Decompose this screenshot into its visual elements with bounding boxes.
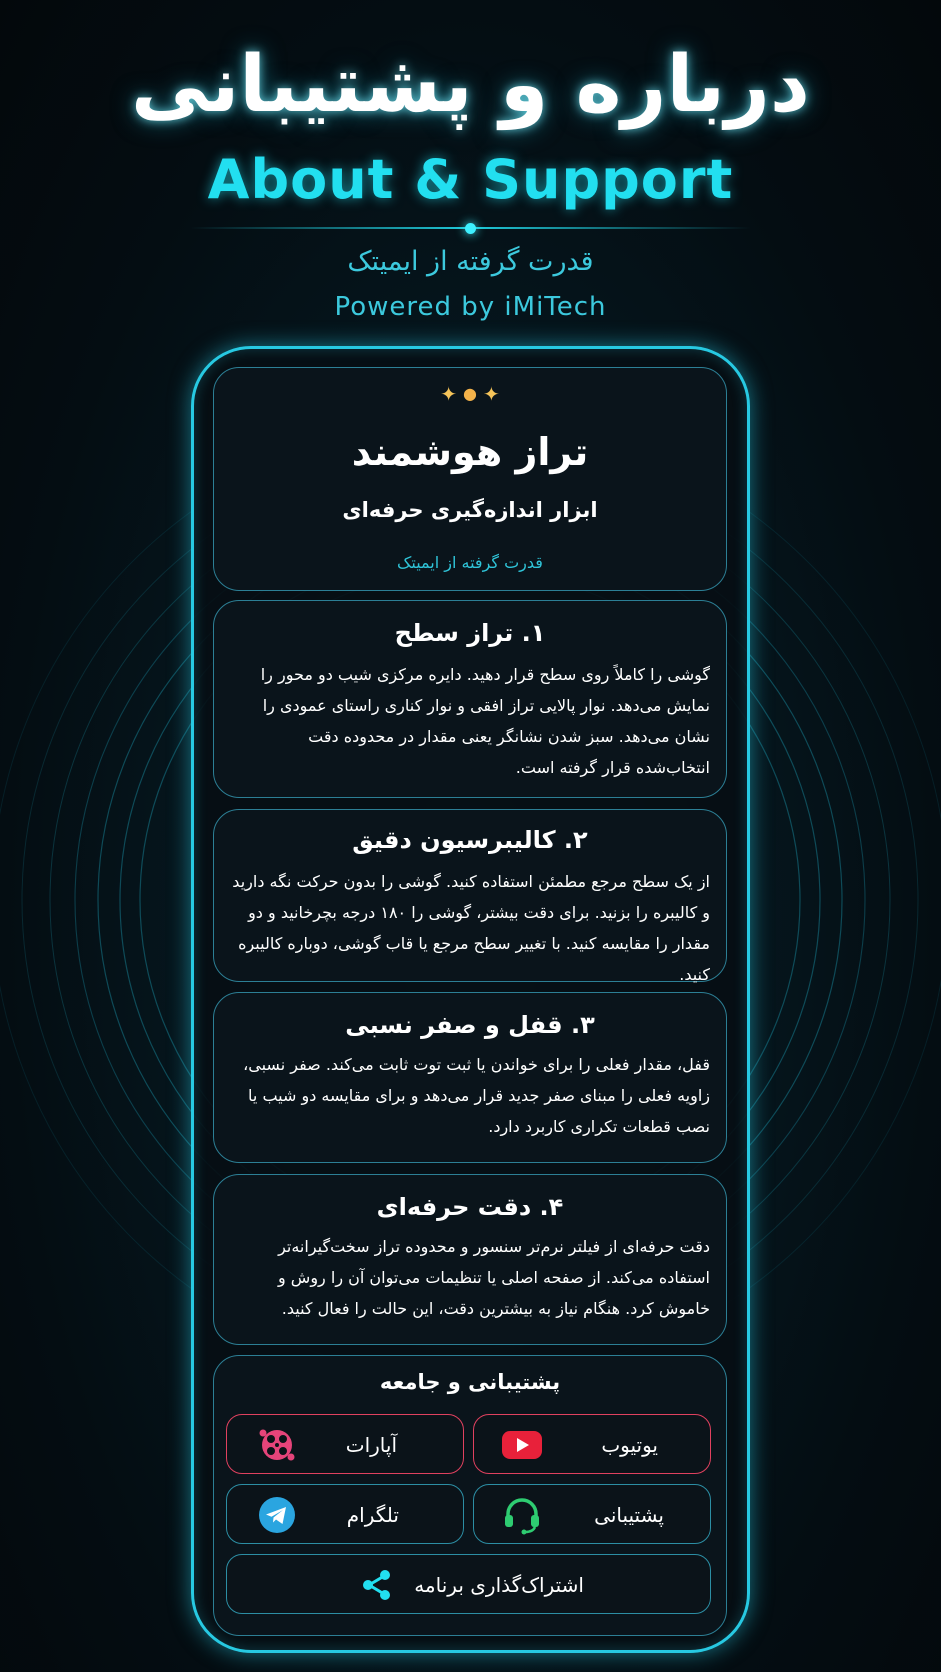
- sparkle-icon: ✦: [440, 382, 458, 406]
- support-card: [213, 1355, 727, 1636]
- section-title: ۲. کالیبرسیون دقیق: [352, 826, 588, 854]
- share-icon: [355, 1565, 399, 1605]
- aparat-label: آپارات: [345, 1433, 397, 1457]
- share-label: اشتراک‌گذاری برنامه: [414, 1573, 584, 1597]
- section-title: ۱. تراز سطح: [394, 619, 546, 647]
- intro-card: [213, 367, 727, 591]
- support-title: پشتیبانی و جامعه: [379, 1370, 561, 1394]
- page-title-en: About & Support: [207, 148, 734, 211]
- section-card-precision: [213, 1174, 727, 1345]
- headset-icon: [500, 1495, 544, 1535]
- section-card-level: [213, 600, 727, 798]
- page-title-fa: درباره و پشتیبانی: [131, 40, 810, 130]
- powered-by-fa: قدرت گرفته از ایمیتک: [347, 246, 594, 277]
- section-body: قفل، مقدار فعلی را برای خواندن یا ثبت توت ثابت می‌کند. صفر نسبی، زاویه فعلی را مبنای صفر جدید قرار می‌دهد و برای مقایسه دو شیب یا نصب قطعات تکراری کاربرد دارد.: [243, 1055, 710, 1136]
- support-button[interactable]: [473, 1484, 711, 1544]
- app-subtitle: ابزار اندازه‌گیری حرفه‌ای: [342, 498, 598, 522]
- dot-icon: ●: [463, 384, 477, 403]
- section-title: ۴. دقت حرفه‌ای: [376, 1193, 564, 1221]
- support-label: پشتیبانی: [594, 1503, 664, 1527]
- header-divider-dot: [465, 223, 476, 234]
- youtube-icon: [500, 1425, 544, 1465]
- app-powered-by: قدرت گرفته از ایمیتک: [397, 553, 543, 572]
- section-title: ۳. قفل و صفر نسبی: [345, 1011, 595, 1039]
- telegram-label: تلگرام: [346, 1503, 399, 1527]
- share-app-button[interactable]: [226, 1554, 711, 1614]
- aparat-button[interactable]: [226, 1414, 464, 1474]
- youtube-label: یوتیوب: [601, 1433, 658, 1457]
- section-card-lock-zero: [213, 992, 727, 1163]
- aparat-icon: [255, 1425, 299, 1465]
- sparkle-icon: ✦: [482, 382, 500, 406]
- telegram-icon: [255, 1495, 299, 1535]
- app-name: تراز هوشمند: [351, 430, 589, 474]
- section-card-calibration: [213, 809, 727, 982]
- section-body: از یک سطح مرجع مطمئن استفاده کنید. گوشی را بدون حرکت نگه دارید و کالیبره را بزنید. برای دقت بیشتر، گوشی را ۱۸۰ درجه بچرخانید و دو مقدار را مقایسه کنید. با تغییر سطح مرجع یا قاب گوشی، دوباره کالیبره کنید.: [232, 872, 710, 984]
- powered-by-en: Powered by iMiTech: [334, 292, 607, 322]
- telegram-button[interactable]: [226, 1484, 464, 1544]
- sparkle-icons: [214, 382, 726, 406]
- youtube-button[interactable]: [473, 1414, 711, 1474]
- section-body: دقت حرفه‌ای از فیلتر نرم‌تر سنسور و محدوده تراز سخت‌گیرانه‌تر استفاده می‌کند. از صفحه اصلی یا تنظیمات می‌توان آن را روش و خاموش کرد. هنگام نیاز به بیشترین دقت، این حالت را فعال کنید.: [277, 1237, 710, 1318]
- section-body: گوشی را کاملاً روی سطح قرار دهید. دایره مرکزی شیب دو محور را نمایش می‌دهد. نوار پالایی تراز افقی و نوار کناری راستای عمودی را نشان می‌دهد. سبز شدن نشانگر یعنی مقدار در محدوده دقت انتخاب‌شده قرار گرفته است.: [260, 665, 710, 777]
